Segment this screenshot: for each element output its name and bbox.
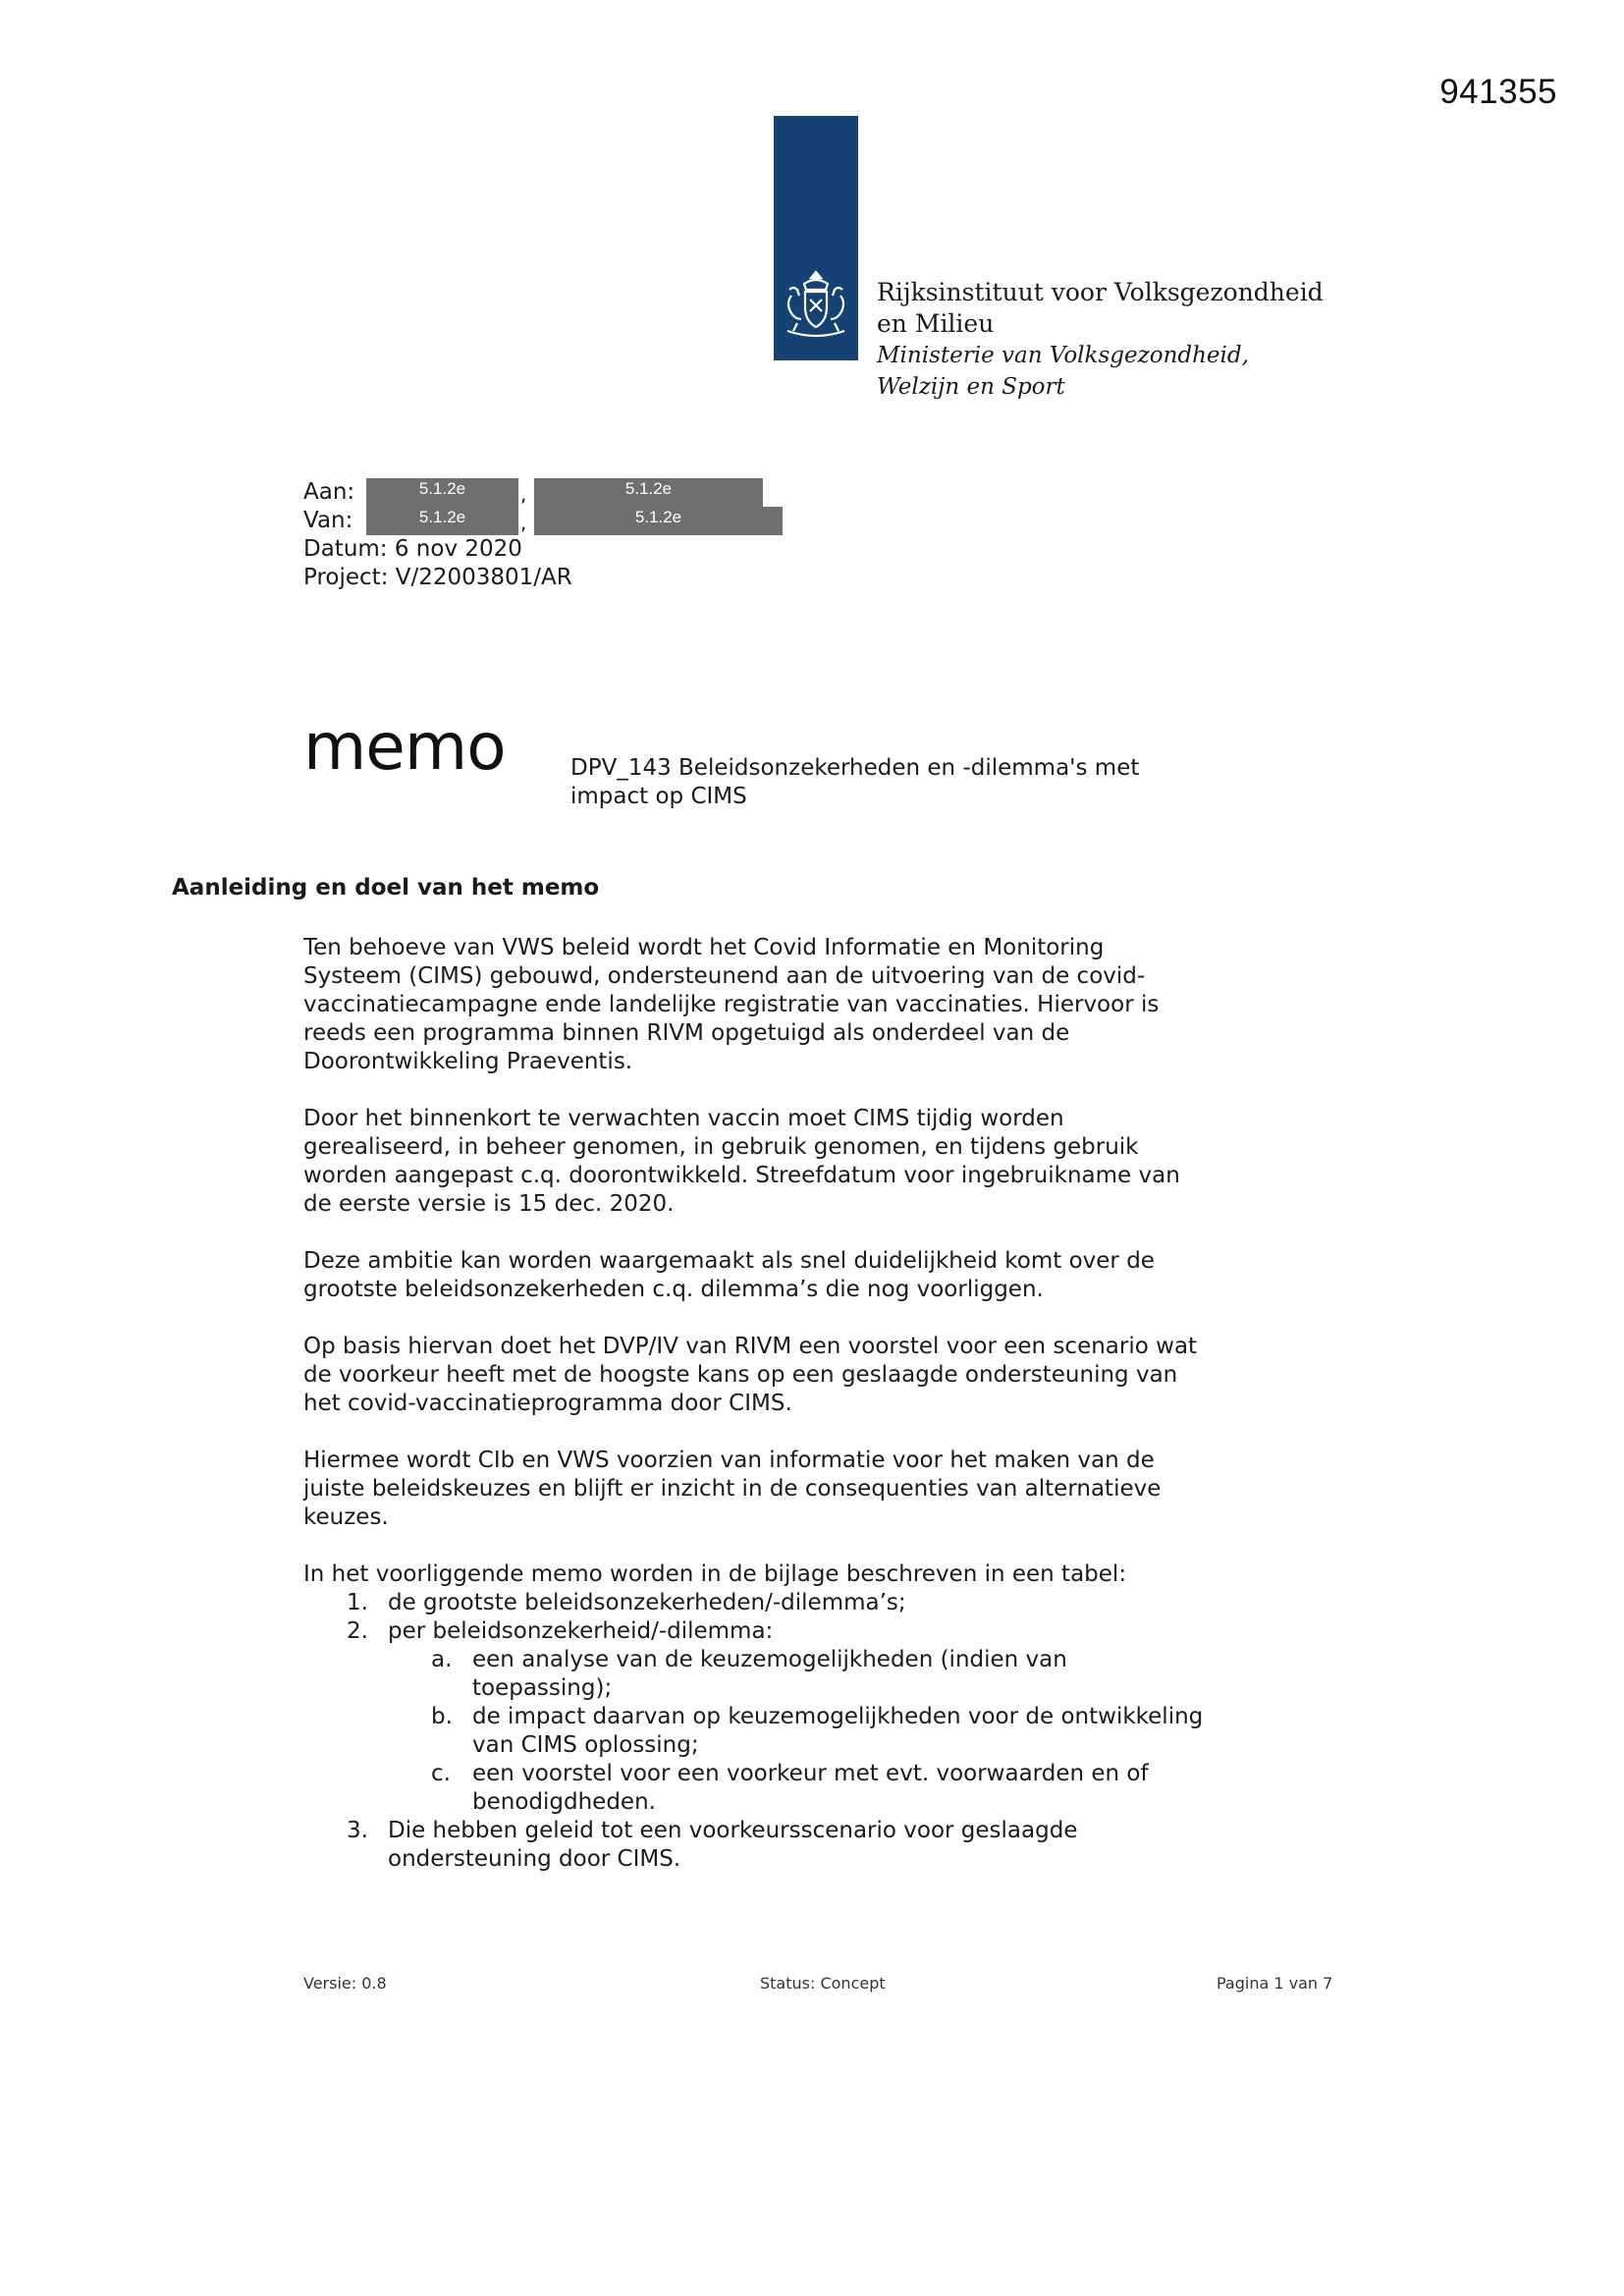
list-item: [303, 1817, 1207, 1874]
datum-row: Datum: 6 nov 2020: [303, 536, 522, 562]
sub-list-letter: a.: [431, 1647, 453, 1672]
paragraph: Op basis hiervan doet het DVP/IV van RIVM een voorstel voor een scenario wat de voorkeur heeft met de hoogste kans op een geslaagde ondersteuning van het covid-vaccinatieprogramma door CIMS.: [303, 1334, 1198, 1416]
footer-status: Status: Concept: [760, 1974, 886, 1993]
list-item-text: de grootste beleidsonzekerheden/-dilemma’s;: [388, 1590, 906, 1615]
document-number: 941355: [1439, 73, 1557, 111]
redaction-block: 5.1.2e: [534, 507, 783, 535]
paragraph: Door het binnenkort te verwachten vaccin moet CIMS tijdig worden gerealiseerd, in beheer genomen, in gebruik genomen, en tijdens gebruik worden aangepast c.q. doorontwikkeld. Streefdatum voor ingebruikname van de eerste versie is 15 dec. 2020.: [303, 1106, 1180, 1217]
van-label: Van:: [303, 508, 353, 533]
list-number: 1.: [347, 1590, 368, 1615]
separator: ,: [520, 482, 527, 506]
redaction-block: 5.1.2e: [366, 478, 518, 507]
logo-band: [774, 116, 858, 360]
list-number: 3.: [347, 1818, 368, 1843]
organization-block: [877, 277, 1324, 403]
ministry-line-1: Ministerie van Volksgezondheid,: [877, 343, 1249, 368]
sub-list-item-text: een analyse van de keuzemogelijkheden (indien van toepassing);: [472, 1647, 1067, 1701]
memo-body: [303, 934, 1207, 1874]
list-item-text: Die hebben geleid tot een voorkeursscenario voor geslaagde ondersteuning door CIMS.: [388, 1818, 1078, 1872]
sub-list-item: [388, 1646, 1207, 1703]
paragraph: Hiermee wordt CIb en VWS voorzien van informatie voor het maken van de juiste beleidskeuzes en blijft er inzicht in de consequenties van alternatieve keuzes.: [303, 1448, 1162, 1530]
project-row: Project: V/22003801/AR: [303, 565, 572, 590]
list-intro: In het voorliggende memo worden in de bijlage beschreven in een tabel:: [303, 1561, 1127, 1587]
van-row: [303, 507, 682, 535]
sub-list-item: [388, 1760, 1207, 1817]
sub-list: [388, 1646, 1207, 1817]
subject-line-1: DPV_143 Beleidsonzekerheden en -dilemma's met: [570, 755, 1140, 781]
redaction-block: 5.1.2e: [534, 478, 763, 507]
section-heading: Aanleiding en doel van het memo: [172, 875, 600, 901]
memo-subject: [570, 754, 1218, 811]
numbered-list: [303, 1589, 1207, 1874]
footer-page-number: Pagina 1 van 7: [1217, 1974, 1333, 1993]
memo-metadata: [303, 478, 682, 592]
memo-title: memo: [303, 709, 506, 785]
ministry-line-2: Welzijn en Sport: [877, 374, 1065, 400]
sub-list-item: [388, 1703, 1207, 1760]
list-item: [303, 1589, 1207, 1617]
sub-list-item-text: een voorstel voor een voorkeur met evt. voorwaarden en of benodigdheden.: [472, 1761, 1149, 1815]
sub-list-item-text: de impact daarvan op keuzemogelijkheden voor de ontwikkeling van CIMS oplossing;: [472, 1704, 1204, 1758]
list-number: 2.: [347, 1618, 368, 1644]
redaction-block: 5.1.2e: [366, 507, 518, 535]
list-item: [303, 1617, 1207, 1817]
list-item-text: per beleidsonzekerheid/-dilemma:: [388, 1618, 774, 1644]
coat-of-arms-icon: [778, 266, 854, 343]
separator: ,: [520, 511, 527, 534]
subject-line-2: impact op CIMS: [570, 784, 747, 809]
footer-version: Versie: 0.8: [303, 1974, 387, 1993]
org-name-line-1: Rijksinstituut voor Volksgezondheid: [877, 278, 1324, 306]
sub-list-letter: c.: [431, 1761, 451, 1786]
sub-list-letter: b.: [431, 1704, 453, 1729]
paragraph: Deze ambitie kan worden waargemaakt als snel duidelijkheid komt over de grootste beleidsonzekerheden c.q. dilemma’s die nog voorliggen.: [303, 1248, 1155, 1302]
org-name-line-2: en Milieu: [877, 309, 995, 338]
aan-row: [303, 478, 673, 507]
aan-label: Aan:: [303, 479, 355, 505]
paragraph: Ten behoeve van VWS beleid wordt het Covid Informatie en Monitoring Systeem (CIMS) gebouwd, ondersteunend aan de uitvoering van de covid-vaccinatiecampagne ende landelijke registratie van vaccinaties. Hiervoor is reeds een programma binnen RIVM opgetuigd als onderdeel van de Doorontwikkeling Praeventis.: [303, 935, 1160, 1074]
